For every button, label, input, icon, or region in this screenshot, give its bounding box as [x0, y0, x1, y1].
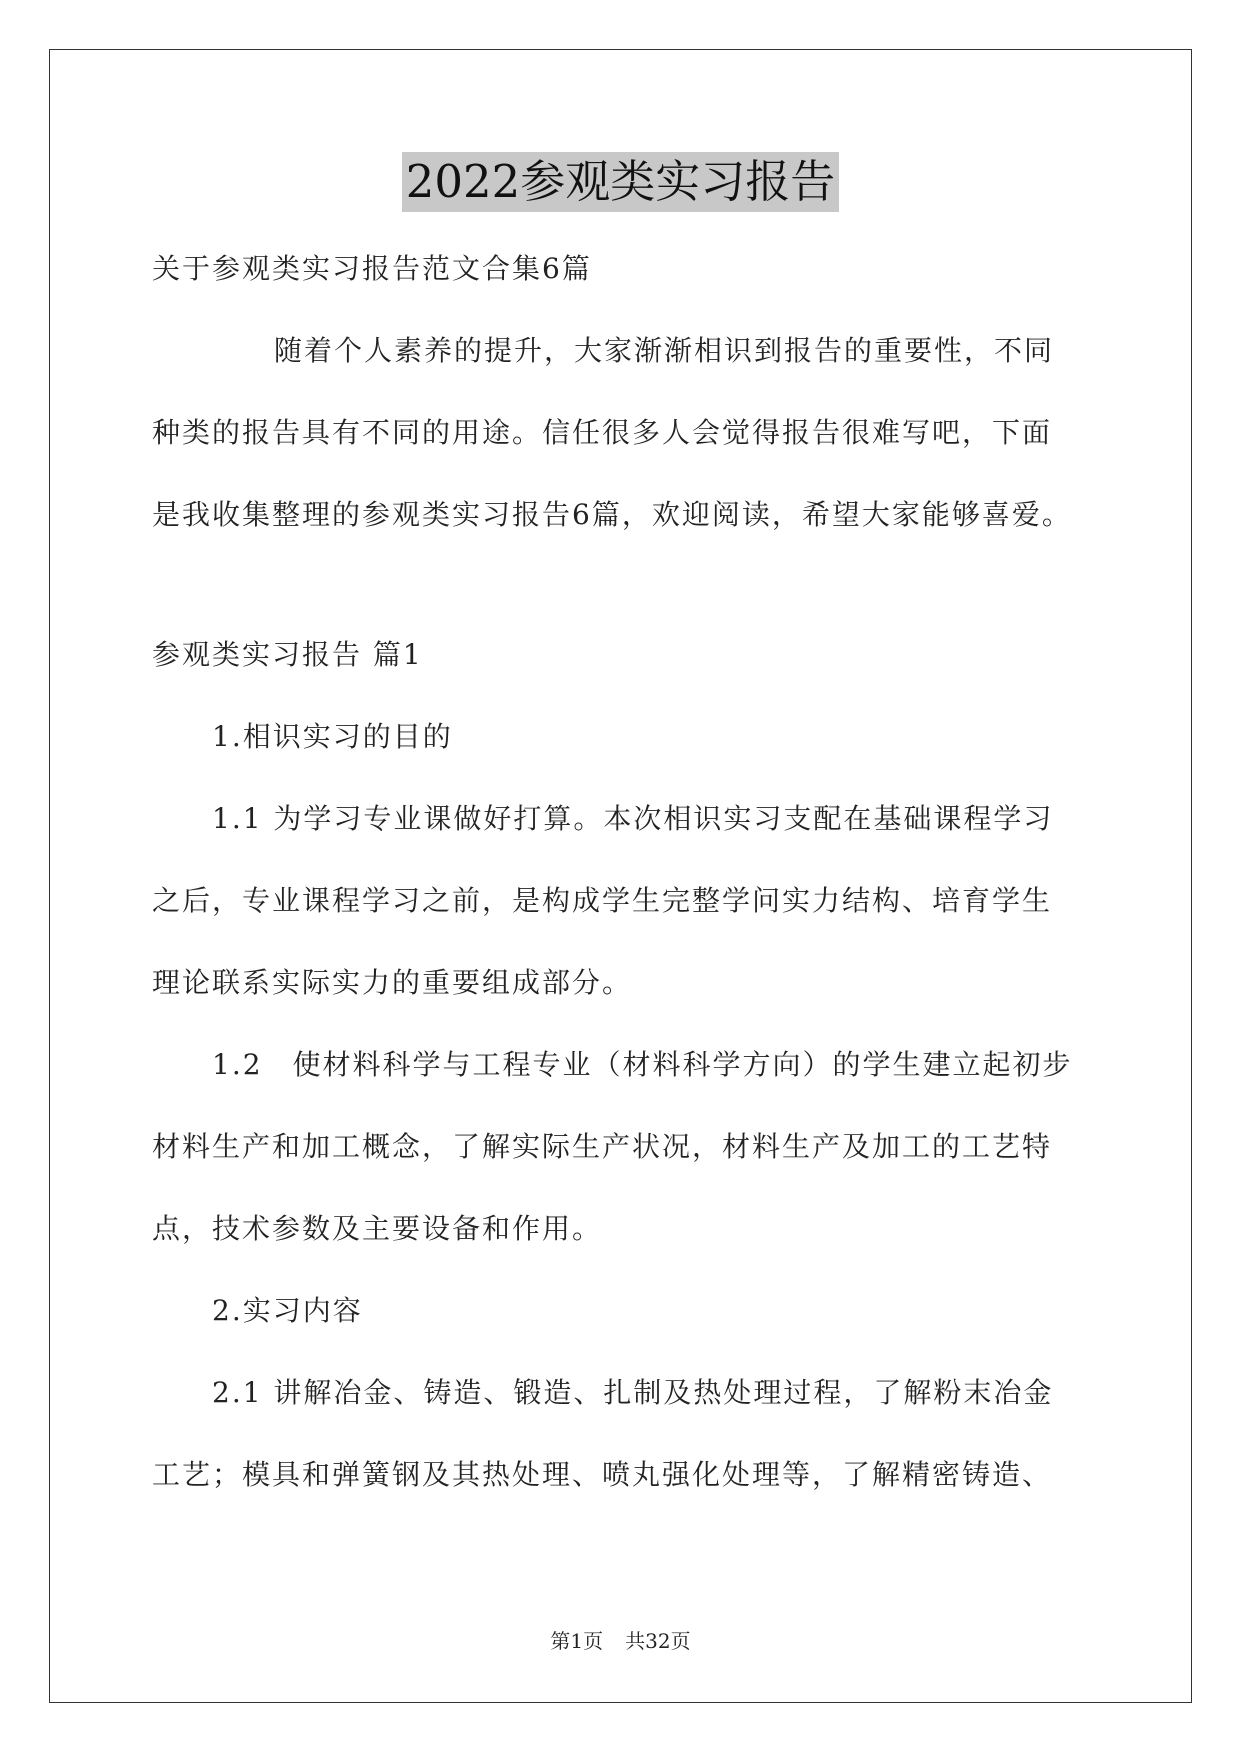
document-title: 2022参观类实习报告	[402, 152, 840, 212]
paragraph-line: 1.1 为学习专业课做好打算。本次相识实习支配在基础课程学习	[212, 802, 1054, 835]
paragraph-line: 之后，专业课程学习之前，是构成学生完整学问实力结构、培育学生	[152, 884, 1053, 917]
page-total: 共32页	[625, 1629, 691, 1653]
intro-line: 是我收集整理的参观类实习报告6篇，欢迎阅读，希望大家能够喜爱。	[152, 498, 1072, 531]
spacer	[152, 556, 1092, 614]
paragraph-line: 理论联系实际实力的重要组成部分。	[152, 966, 633, 999]
paragraph-line: 工艺；模具和弹簧钢及其热处理、喷丸强化处理等，了解精密铸造、	[152, 1458, 1053, 1491]
paragraph-line: 材料生产和加工概念，了解实际生产状况，材料生产及加工的工艺特	[152, 1130, 1053, 1163]
subtitle: 关于参观类实习报告范文合集6篇	[152, 252, 592, 285]
section-heading: 参观类实习报告 篇1	[152, 638, 423, 671]
paragraph-line: 1.2 使材料科学与工程专业（材料科学方向）的学生建立起初步	[212, 1048, 1073, 1081]
paragraph-line: 点，技术参数及主要设备和作用。	[152, 1212, 603, 1245]
heading-objective: 1.相识实习的目的	[212, 720, 453, 753]
intro-line: 种类的报告具有不同的用途。信任很多人会觉得报告很难写吧，下面	[152, 416, 1053, 449]
title-container	[0, 152, 1241, 212]
page-footer	[0, 1625, 1241, 1654]
page-number: 第1页	[550, 1629, 604, 1653]
intro-line: 随着个人素养的提升，大家渐渐相识到报告的重要性，不同	[274, 334, 1055, 367]
heading-content: 2.实习内容	[212, 1294, 363, 1327]
paragraph-line: 2.1 讲解冶金、铸造、锻造、扎制及热处理过程，了解粉末冶金	[212, 1376, 1054, 1409]
document-body	[152, 228, 1092, 1516]
